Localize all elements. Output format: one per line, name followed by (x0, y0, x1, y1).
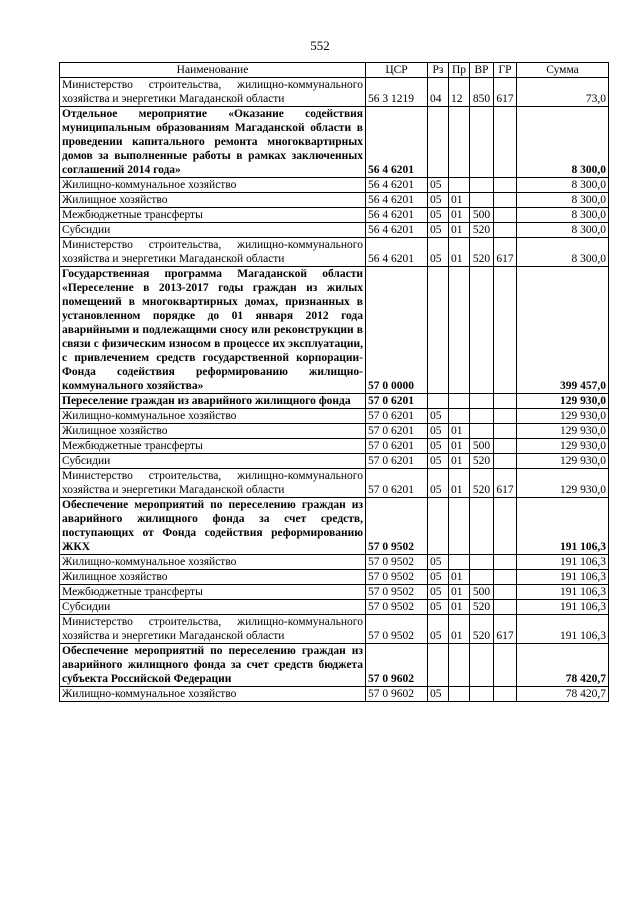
cell-rz (428, 644, 449, 687)
header-gr: ГР (494, 63, 517, 78)
table-row (60, 570, 609, 585)
cell-sum: 8 300,0 (517, 107, 609, 178)
cell-csr: 56 4 6201 (366, 208, 428, 223)
budget-table (59, 62, 609, 702)
cell-vr (470, 409, 494, 424)
cell-csr: 56 4 6201 (366, 193, 428, 208)
cell-sum: 129 930,0 (517, 409, 609, 424)
table-row (60, 424, 609, 439)
cell-rz: 05 (428, 585, 449, 600)
table-row (60, 267, 609, 394)
cell-pr (449, 394, 470, 409)
cell-sum: 191 106,3 (517, 555, 609, 570)
table-row (60, 454, 609, 469)
cell-rz: 05 (428, 193, 449, 208)
cell-csr: 57 0 6201 (366, 469, 428, 498)
cell-name: Министерство строительства, жилищно-коммунального хозяйства и энергетики Магаданской области (60, 238, 366, 267)
cell-vr: 520 (470, 615, 494, 644)
cell-gr (494, 223, 517, 238)
cell-rz: 04 (428, 78, 449, 107)
cell-vr (470, 424, 494, 439)
cell-sum: 129 930,0 (517, 439, 609, 454)
cell-gr: 617 (494, 615, 517, 644)
cell-vr (470, 394, 494, 409)
table-row (60, 439, 609, 454)
cell-name: Обеспечение мероприятий по переселению граждан из аварийного жилищного фонда за счет средств, поступающих от Фонда содействия реформированию ЖКХ (60, 498, 366, 555)
cell-pr: 01 (449, 193, 470, 208)
table-row (60, 78, 609, 107)
cell-gr (494, 600, 517, 615)
cell-rz (428, 394, 449, 409)
cell-name: Жилищно-коммунальное хозяйство (60, 687, 366, 702)
table-row (60, 238, 609, 267)
cell-sum: 129 930,0 (517, 454, 609, 469)
cell-gr (494, 644, 517, 687)
cell-rz: 05 (428, 570, 449, 585)
cell-rz: 05 (428, 555, 449, 570)
cell-vr (470, 498, 494, 555)
cell-csr: 57 0 9502 (366, 498, 428, 555)
header-vr: ВР (470, 63, 494, 78)
cell-name: Субсидии (60, 600, 366, 615)
cell-sum: 129 930,0 (517, 424, 609, 439)
cell-pr: 01 (449, 585, 470, 600)
cell-vr: 500 (470, 585, 494, 600)
cell-gr (494, 555, 517, 570)
cell-csr: 56 4 6201 (366, 178, 428, 193)
cell-gr (494, 585, 517, 600)
cell-sum: 191 106,3 (517, 498, 609, 555)
cell-name: Жилищное хозяйство (60, 424, 366, 439)
cell-pr: 01 (449, 469, 470, 498)
cell-csr: 56 4 6201 (366, 238, 428, 267)
cell-pr: 01 (449, 570, 470, 585)
cell-vr: 520 (470, 223, 494, 238)
cell-pr (449, 178, 470, 193)
cell-sum: 8 300,0 (517, 238, 609, 267)
cell-sum: 129 930,0 (517, 394, 609, 409)
cell-csr: 56 3 1219 (366, 78, 428, 107)
cell-sum: 8 300,0 (517, 208, 609, 223)
cell-vr: 500 (470, 208, 494, 223)
cell-gr (494, 687, 517, 702)
cell-csr: 57 0 6201 (366, 439, 428, 454)
cell-sum: 8 300,0 (517, 193, 609, 208)
cell-sum: 191 106,3 (517, 570, 609, 585)
cell-rz: 05 (428, 439, 449, 454)
cell-pr: 01 (449, 223, 470, 238)
table-row (60, 394, 609, 409)
cell-vr: 520 (470, 469, 494, 498)
cell-pr (449, 555, 470, 570)
cell-sum: 78 420,7 (517, 644, 609, 687)
cell-rz (428, 107, 449, 178)
cell-pr: 01 (449, 238, 470, 267)
cell-rz: 05 (428, 238, 449, 267)
cell-gr (494, 409, 517, 424)
cell-pr (449, 498, 470, 555)
cell-gr: 617 (494, 469, 517, 498)
cell-vr (470, 178, 494, 193)
cell-rz: 05 (428, 424, 449, 439)
cell-name: Жилищно-коммунальное хозяйство (60, 409, 366, 424)
table-row (60, 193, 609, 208)
table-row (60, 615, 609, 644)
cell-name: Отдельное мероприятие «Оказание содействия муниципальным образованиям Магаданской области в проведении капитального ремонта многоквартирных домов за выполненные работы в рамках заключенных соглашений 2014 года» (60, 107, 366, 178)
cell-vr (470, 644, 494, 687)
cell-csr: 57 0 0000 (366, 267, 428, 394)
table-row (60, 107, 609, 178)
cell-gr: 617 (494, 78, 517, 107)
header-name: Наименование (60, 63, 366, 78)
cell-pr: 01 (449, 439, 470, 454)
cell-gr (494, 498, 517, 555)
cell-rz: 05 (428, 600, 449, 615)
cell-rz: 05 (428, 409, 449, 424)
cell-sum: 191 106,3 (517, 615, 609, 644)
header-rz: Рз (428, 63, 449, 78)
cell-gr (494, 439, 517, 454)
cell-gr (494, 394, 517, 409)
cell-rz: 05 (428, 454, 449, 469)
page-number: 552 (310, 38, 330, 53)
cell-pr: 01 (449, 454, 470, 469)
cell-pr: 12 (449, 78, 470, 107)
cell-pr (449, 687, 470, 702)
cell-gr (494, 208, 517, 223)
cell-name: Обеспечение мероприятий по переселению граждан из аварийного жилищного фонда за счет средств бюджета субъекта Российской Федерации (60, 644, 366, 687)
cell-csr: 56 4 6201 (366, 223, 428, 238)
table-row (60, 223, 609, 238)
table-row (60, 600, 609, 615)
cell-name: Субсидии (60, 454, 366, 469)
cell-pr (449, 409, 470, 424)
cell-pr: 01 (449, 208, 470, 223)
cell-csr: 57 0 6201 (366, 424, 428, 439)
cell-sum: 129 930,0 (517, 469, 609, 498)
cell-sum: 78 420,7 (517, 687, 609, 702)
cell-rz (428, 267, 449, 394)
cell-name: Государственная программа Магаданской области «Переселение в 2013-2017 годы граждан из жилых помещений в многоквартирных домах, признанных в установленном порядке до 01 января 2012 года аварийными и подлежащими сносу или реконструкции в связи с физическим износом в процессе их эксплуатации, с привлечением средств государственной корпорации-Фонда содействия реформированию жилищно-коммунального хозяйства» (60, 267, 366, 394)
cell-csr: 57 0 9502 (366, 555, 428, 570)
cell-rz: 05 (428, 208, 449, 223)
cell-vr: 520 (470, 454, 494, 469)
table-row (60, 409, 609, 424)
table-row (60, 178, 609, 193)
cell-rz (428, 498, 449, 555)
cell-name: Субсидии (60, 223, 366, 238)
cell-gr (494, 193, 517, 208)
cell-csr: 57 0 9602 (366, 644, 428, 687)
cell-vr (470, 267, 494, 394)
cell-csr: 57 0 9602 (366, 687, 428, 702)
cell-vr (470, 555, 494, 570)
cell-rz: 05 (428, 223, 449, 238)
cell-name: Жилищное хозяйство (60, 193, 366, 208)
cell-csr: 56 4 6201 (366, 107, 428, 178)
cell-csr: 57 0 9502 (366, 585, 428, 600)
cell-sum: 8 300,0 (517, 223, 609, 238)
cell-name: Межбюджетные трансферты (60, 585, 366, 600)
cell-gr: 617 (494, 238, 517, 267)
cell-pr (449, 644, 470, 687)
cell-csr: 57 0 9502 (366, 570, 428, 585)
cell-csr: 57 0 6201 (366, 454, 428, 469)
header-sum: Сумма (517, 63, 609, 78)
cell-rz: 05 (428, 615, 449, 644)
table-row (60, 585, 609, 600)
cell-pr: 01 (449, 600, 470, 615)
cell-vr (470, 193, 494, 208)
cell-csr: 57 0 9502 (366, 600, 428, 615)
cell-vr: 500 (470, 439, 494, 454)
cell-name: Жилищное хозяйство (60, 570, 366, 585)
cell-gr (494, 424, 517, 439)
cell-vr (470, 570, 494, 585)
cell-rz: 05 (428, 687, 449, 702)
cell-vr (470, 687, 494, 702)
cell-name: Министерство строительства, жилищно-коммунального хозяйства и энергетики Магаданской области (60, 615, 366, 644)
cell-sum: 73,0 (517, 78, 609, 107)
cell-sum: 191 106,3 (517, 600, 609, 615)
cell-gr (494, 267, 517, 394)
cell-csr: 57 0 6201 (366, 394, 428, 409)
cell-gr (494, 454, 517, 469)
cell-gr (494, 107, 517, 178)
cell-name: Межбюджетные трансферты (60, 208, 366, 223)
cell-pr: 01 (449, 424, 470, 439)
table-row (60, 469, 609, 498)
cell-gr (494, 570, 517, 585)
cell-gr (494, 178, 517, 193)
cell-name: Министерство строительства, жилищно-коммунального хозяйства и энергетики Магаданской области (60, 78, 366, 107)
cell-pr: 01 (449, 615, 470, 644)
cell-name: Жилищно-коммунальное хозяйство (60, 178, 366, 193)
cell-pr (449, 267, 470, 394)
cell-name: Министерство строительства, жилищно-коммунального хозяйства и энергетики Магаданской области (60, 469, 366, 498)
table-header-row (60, 63, 609, 78)
cell-csr: 57 0 6201 (366, 409, 428, 424)
cell-sum: 8 300,0 (517, 178, 609, 193)
cell-vr: 520 (470, 600, 494, 615)
cell-vr: 520 (470, 238, 494, 267)
table-row (60, 498, 609, 555)
cell-rz: 05 (428, 469, 449, 498)
cell-sum: 399 457,0 (517, 267, 609, 394)
cell-name: Переселение граждан из аварийного жилищного фонда (60, 394, 366, 409)
cell-csr: 57 0 9502 (366, 615, 428, 644)
cell-name: Жилищно-коммунальное хозяйство (60, 555, 366, 570)
table-row (60, 208, 609, 223)
table-row (60, 555, 609, 570)
cell-vr: 850 (470, 78, 494, 107)
header-pr: Пр (449, 63, 470, 78)
cell-name: Межбюджетные трансферты (60, 439, 366, 454)
table-row (60, 687, 609, 702)
header-csr: ЦСР (366, 63, 428, 78)
table-row (60, 644, 609, 687)
cell-pr (449, 107, 470, 178)
cell-sum: 191 106,3 (517, 585, 609, 600)
cell-vr (470, 107, 494, 178)
cell-rz: 05 (428, 178, 449, 193)
